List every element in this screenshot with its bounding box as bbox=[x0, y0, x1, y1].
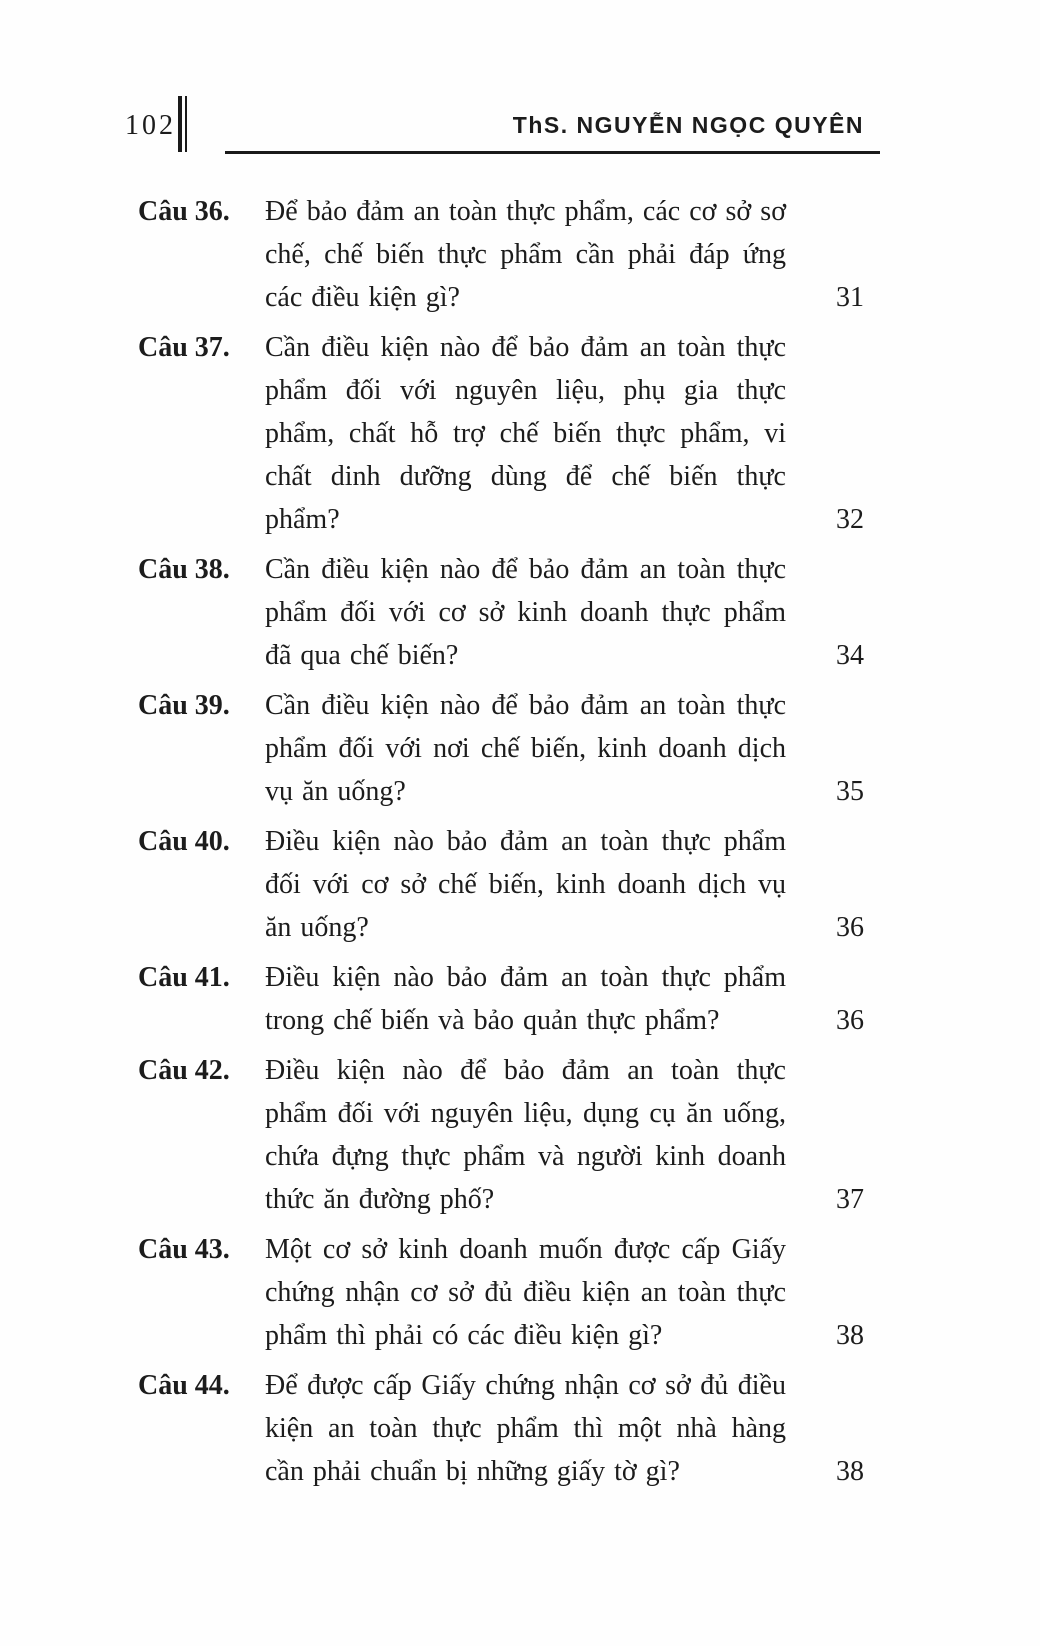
entry-label: Câu 41. bbox=[138, 962, 230, 993]
entry-label: Câu 44. bbox=[138, 1370, 230, 1401]
entry-label: Câu 43. bbox=[138, 1234, 230, 1265]
entry-label: Câu 36. bbox=[138, 196, 230, 227]
entry-text: Để bảo đảm an toàn thực phẩm, các cơ sở sơ chế, chế biến thực phẩm cần phải đáp ứng các điều kiện gì? bbox=[265, 196, 786, 313]
entry-page-number: 35 bbox=[836, 776, 864, 807]
entry-text: Điều kiện nào để bảo đảm an toàn thực phẩm đối với nguyên liệu, dụng cụ ăn uống, chứa đựng thực phẩm và người kinh doanh thức ăn đường phố? bbox=[265, 1055, 786, 1215]
entry-text: Để được cấp Giấy chứng nhận cơ sở đủ điều kiện an toàn thực phẩm thì một nhà hàng cần phải chuẩn bị những giấy tờ gì? bbox=[265, 1370, 786, 1487]
entry-page-number: 34 bbox=[836, 640, 864, 671]
entry-text: Cần điều kiện nào để bảo đảm an toàn thực phẩm đối với nơi chế biến, kinh doanh dịch vụ ăn uống? bbox=[265, 690, 786, 807]
entry-text: Cần điều kiện nào để bảo đảm an toàn thực phẩm đối với nguyên liệu, phụ gia thực phẩm, chất hỗ trợ chế biến thực phẩm, vi chất dinh dưỡng dùng để chế biến thực phẩm? bbox=[265, 332, 786, 535]
entry-page-number: 38 bbox=[836, 1456, 864, 1487]
toc-entry bbox=[138, 326, 864, 541]
entry-label: Câu 39. bbox=[138, 690, 230, 721]
toc-entry bbox=[138, 548, 864, 677]
entry-label: Câu 40. bbox=[138, 826, 230, 857]
header-rule bbox=[225, 151, 880, 154]
entry-page-number: 32 bbox=[836, 504, 864, 535]
toc-entry bbox=[138, 956, 864, 1042]
entry-label: Câu 37. bbox=[138, 332, 230, 363]
entry-text: Một cơ sở kinh doanh muốn được cấp Giấy chứng nhận cơ sở đủ điều kiện an toàn thực phẩm thì phải có các điều kiện gì? bbox=[265, 1234, 786, 1351]
entry-label: Câu 38. bbox=[138, 554, 230, 585]
toc-entry bbox=[138, 1364, 864, 1493]
entry-page-number: 36 bbox=[836, 1005, 864, 1036]
author-running-head: ThS. NGUYỄN NGỌC QUYÊN bbox=[512, 112, 864, 138]
entry-page-number: 37 bbox=[836, 1184, 864, 1215]
entry-page-number: 31 bbox=[836, 282, 864, 313]
entry-page-number: 36 bbox=[836, 912, 864, 943]
page-number: 102 bbox=[125, 110, 176, 141]
entry-text: Điều kiện nào bảo đảm an toàn thực phẩm trong chế biến và bảo quản thực phẩm? bbox=[265, 962, 786, 1036]
toc-entry bbox=[138, 1049, 864, 1221]
toc-entry bbox=[138, 190, 864, 319]
toc-entry bbox=[138, 820, 864, 949]
toc-entry bbox=[138, 684, 864, 813]
toc-entry bbox=[138, 1228, 864, 1357]
entry-label: Câu 42. bbox=[138, 1055, 230, 1086]
page-header bbox=[125, 100, 880, 152]
toc-list bbox=[138, 190, 864, 1500]
entry-text: Cần điều kiện nào để bảo đảm an toàn thực phẩm đối với cơ sở kinh doanh thực phẩm đã qua chế biến? bbox=[265, 554, 786, 671]
entry-page-number: 38 bbox=[836, 1320, 864, 1351]
double-bar-divider-icon bbox=[178, 96, 187, 152]
entry-text: Điều kiện nào bảo đảm an toàn thực phẩm đối với cơ sở chế biến, kinh doanh dịch vụ ăn uống? bbox=[265, 826, 786, 943]
